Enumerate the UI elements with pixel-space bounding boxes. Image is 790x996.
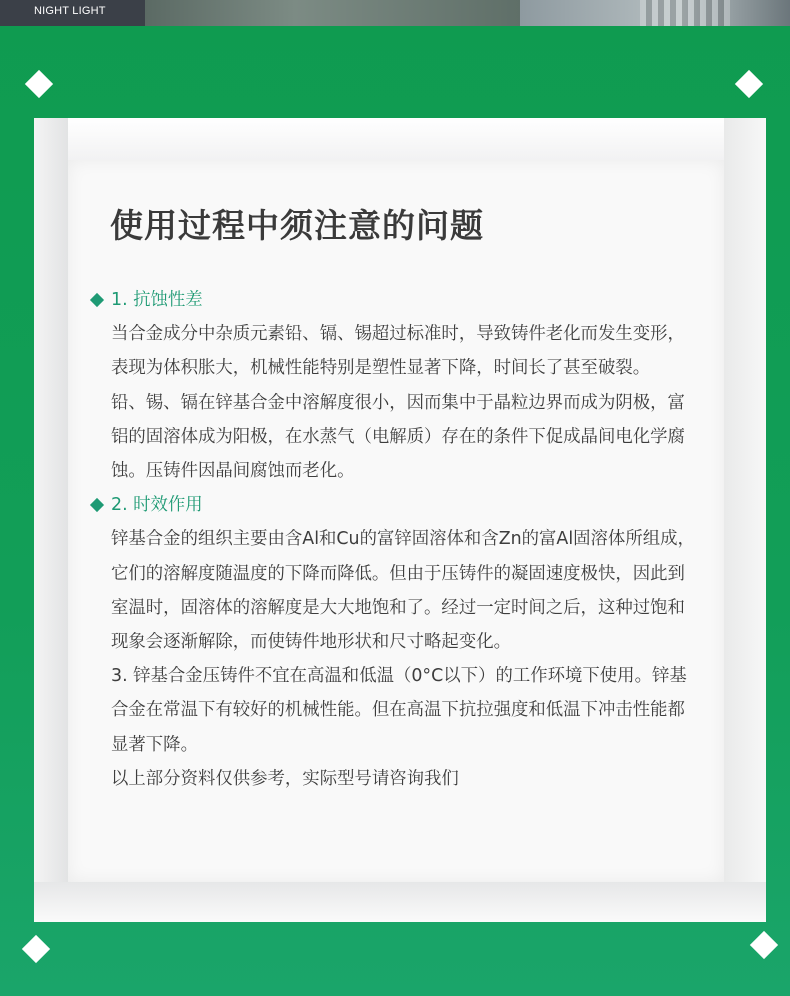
section-heading-text: 2. 时效作用 <box>111 495 203 516</box>
frame-bevel <box>724 118 766 922</box>
section-heading-text: 1. 抗蚀性差 <box>111 290 203 310</box>
diamond-ornament-icon <box>22 935 50 963</box>
diamond-bullet-icon <box>90 498 104 512</box>
banner-label: NIGHT LIGHT <box>34 5 106 17</box>
article-body <box>88 283 698 796</box>
frame-bevel <box>34 882 766 922</box>
frame-bevel <box>34 118 68 922</box>
frame-bevel <box>34 118 766 160</box>
diamond-ornament-icon <box>735 70 763 98</box>
diamond-bullet-icon <box>90 293 104 307</box>
diamond-ornament-icon <box>25 70 53 98</box>
section-heading <box>88 283 698 317</box>
paragraph: 以上部分资料仅供参考，实际型号请咨询我们 <box>111 768 459 789</box>
paragraph: 当合金成分中杂质元素铅、镉、锡超过标准时，导致铸件老化而发生变形，表现为体积胀大，机械性能特别是塑性显著下降，时间长了甚至破裂。 <box>111 324 685 379</box>
paragraph: 铅、锡、镉在锌基合金中溶解度很小，因而集中于晶粒边界而成为阴极，富铝的固溶体成为阳极，在水蒸气（电解质）存在的条件下促成晶间电化学腐蚀。压铸件因晶间腐蚀而老化。 <box>111 392 685 482</box>
paragraph: 锌基合金的组织主要由含Al和Cu的富锌固溶体和含Zn的富Al固溶体所组成，它们的溶解度随温度的下降而降低。但由于压铸件的凝固速度极快，因此到室温时，固溶体的溶解度是大大地饱和了。经过一定时间之后，这种过饱和现象会逐渐解除，而使铸件地形状和尺寸略起变化。 <box>111 529 695 653</box>
page-title: 使用过程中须注意的问题 <box>110 206 484 245</box>
paragraph: 3. 锌基合金压铸件不宜在高温和低温（0°C以下）的工作环境下使用。锌基合金在常温下有较好的机械性能。但在高温下抗拉强度和低温下冲击性能都显著下降。 <box>111 666 687 755</box>
diamond-ornament-icon <box>750 931 778 959</box>
top-banner <box>0 0 790 26</box>
banner-photo-segment <box>640 0 730 26</box>
section-heading <box>88 488 698 522</box>
banner-photo-segment <box>145 0 520 26</box>
